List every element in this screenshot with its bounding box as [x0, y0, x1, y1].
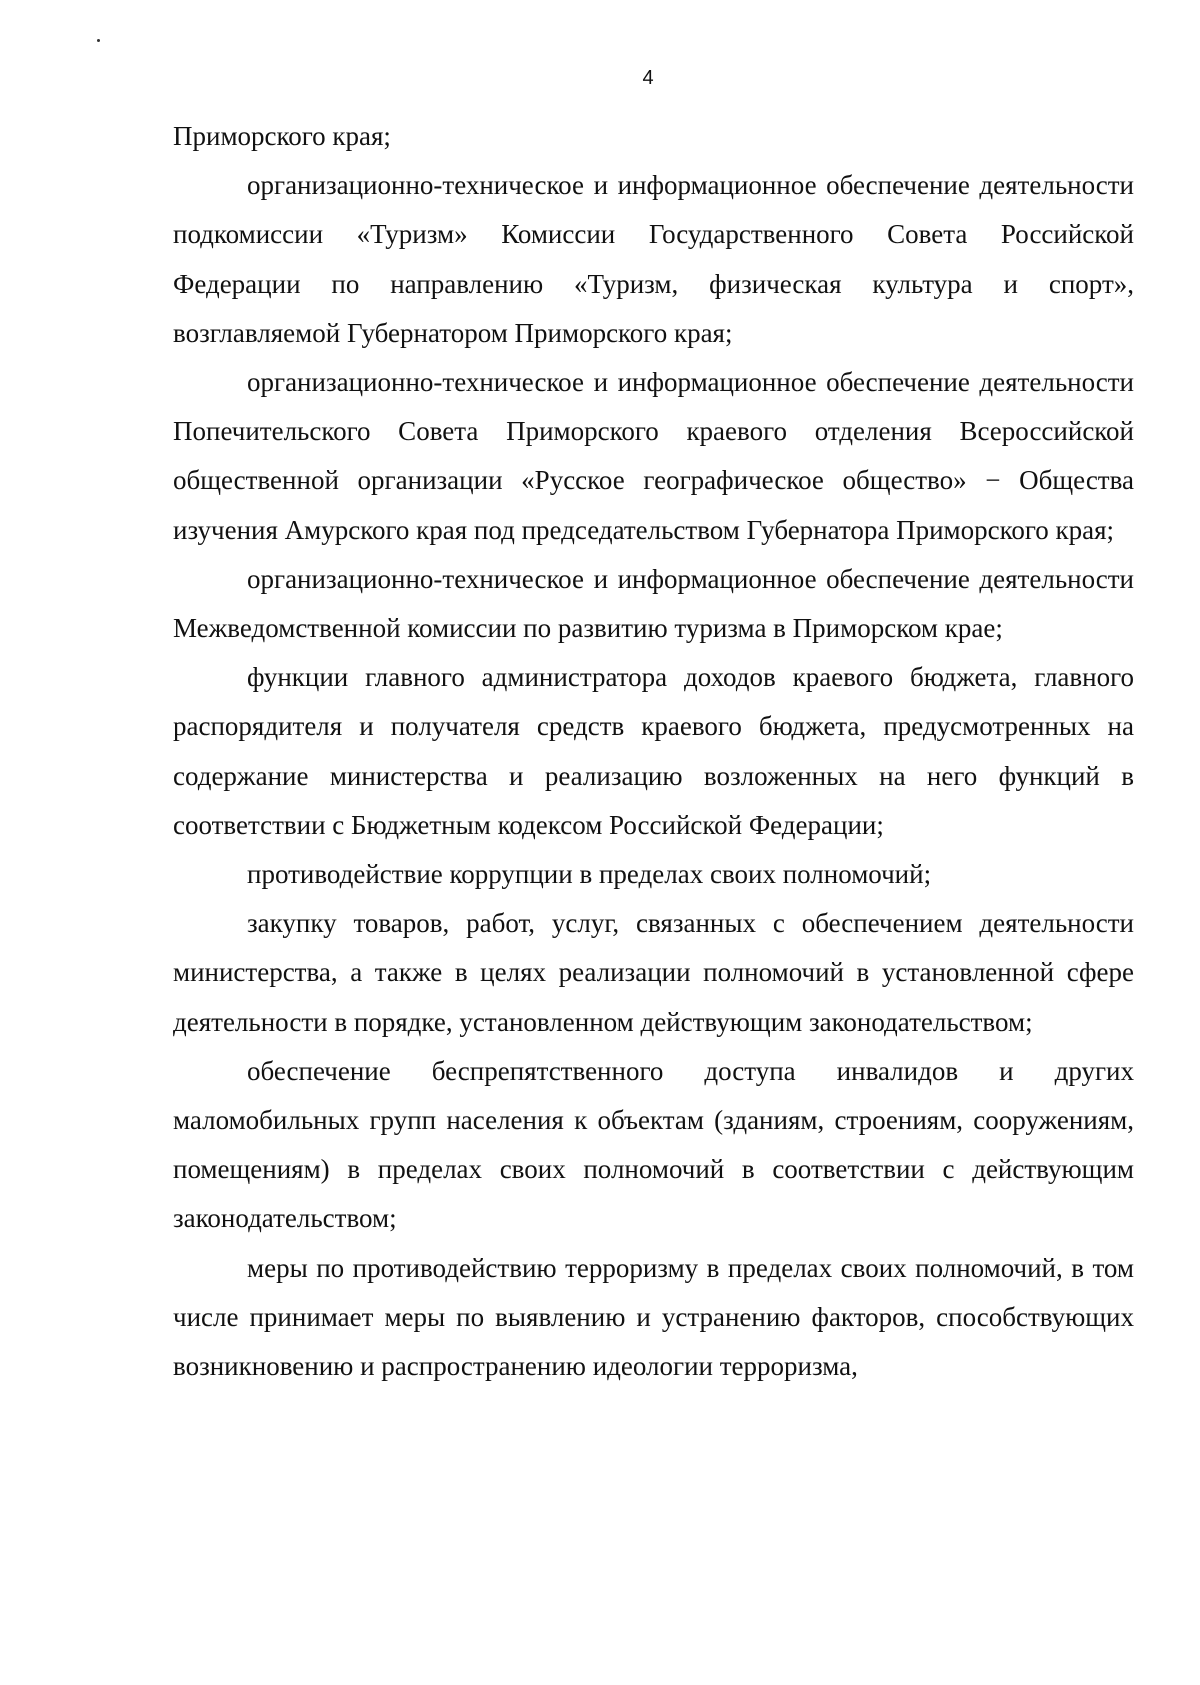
paragraph-tourism-subcommission: организационно-техническое и информационное обеспечение деятельности подкомиссии «Туризм» Комиссии Государственного Совета Российской Федерации по направлению «Туризм, физическая культура и спорт», возглавляемой Губернатором Приморского края; — [173, 170, 1134, 348]
paragraph-accessibility: обеспечение беспрепятственного доступа инвалидов и других маломобильных групп населения к объектам (зданиям, строениям, сооружениям, помещениям) в пределах своих полномочий в соответствии с действующим законодательством; — [173, 1055, 1134, 1234]
paragraph-interagency-commission: организационно-техническое и информационное обеспечение деятельности Межведомственной комиссии по развитию туризма в Приморском крае; — [173, 563, 1134, 644]
paragraph-anti-corruption: противодействие коррупции в пределах своих полномочий; — [247, 859, 932, 890]
paragraph-continuation: Приморского края; — [173, 121, 391, 151]
paragraph-counter-terrorism: меры по противодействию терроризму в пределах своих полномочий, в том числе принимает меры по выявлению и устранению факторов, способствующих возникновению и распространению идеологии терроризма, — [173, 1252, 1134, 1382]
paragraph-procurement: закупку товаров, работ, услуг, связанных с обеспечением деятельности министерства, а также в целях реализации полномочий в установленной сфере деятельности в порядке, установленном действующим законодательством; — [173, 908, 1134, 1037]
scan-speck — [97, 39, 100, 42]
document-body — [173, 112, 1134, 1391]
paragraph-geographic-society: организационно-техническое и информационное обеспечение деятельности Попечительского Совета Приморского краевого отделения Всероссийской общественной организации «Русское географическое общество» − Общества изучения Амурского края под председательством Губернатора Приморского края; — [173, 367, 1134, 545]
page-number: 4 — [642, 67, 654, 89]
paragraph-budget-functions: функции главного администратора доходов краевого бюджета, главного распорядителя и получателя средств краевого бюджета, предусмотренных на содержание министерства и реализацию возложенных на него функций в соответствии с Бюджетным кодексом Российской Федерации; — [173, 662, 1134, 840]
